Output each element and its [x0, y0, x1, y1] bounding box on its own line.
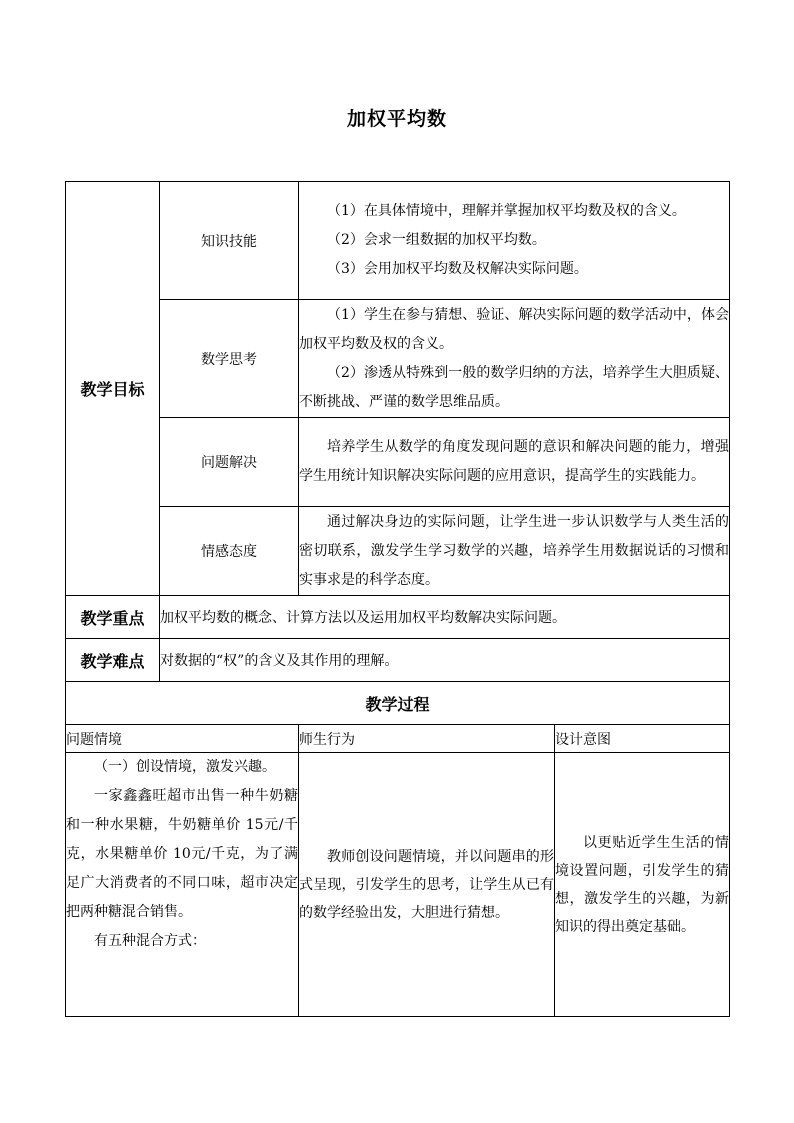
key-point-row	[66, 596, 730, 639]
objective-line: 通过解决身边的实际问题，让学生进一步认识数学与人类生活的密切联系，激发学生学习数学的兴趣，培养学生用数据说话的习惯和实事求是的科学态度。	[299, 513, 730, 588]
process-title-row	[66, 682, 730, 725]
objective-category: 知识技能	[160, 182, 299, 300]
objective-row-attitude	[66, 507, 730, 596]
difficulty-text: 对数据的“权”的含义及其作用的理解。	[160, 639, 730, 682]
objective-category: 问题解决	[160, 418, 299, 507]
key-point-text: 加权平均数的概念、计算方法以及运用加权平均数解决实际问题。	[160, 596, 730, 639]
objective-line: 培养学生从数学的角度发现问题的意识和解决问题的能力，增强学生用统计知识解决实际问题的应用意识，提高学生的实践能力。	[299, 439, 730, 484]
objective-row-problem-solving	[66, 418, 730, 507]
difficulty-label: 教学难点	[66, 639, 160, 682]
scenario-line: （一）创设情境，激发兴趣。	[94, 759, 276, 775]
objective-category: 情感态度	[160, 507, 299, 596]
objective-content	[299, 300, 730, 418]
scenario-line: 有五种混合方式：	[94, 933, 206, 949]
objective-line: （2）渗透从特殊到一般的数学归纳的方法，培养学生大胆质疑、不断挑战、严谨的数学思维品质。	[299, 364, 730, 410]
objective-content	[299, 418, 730, 507]
process-header-row	[66, 725, 730, 753]
objective-category: 数学思考	[160, 300, 299, 418]
intent-text: 以更贴近学生生活的情境设置问题，引发学生的猜想，激发学生的兴趣，为新知识的得出奠定基础。	[555, 834, 730, 935]
key-point-label: 教学重点	[66, 596, 160, 639]
objective-line: （3）会用加权平均数及权解决实际问题。	[327, 261, 588, 277]
objective-content	[299, 507, 730, 596]
scenario-line: 一家鑫鑫旺超市出售一种牛奶糖和一种水果糖，牛奶糖单价 15元/千克，水果糖单价 10元/千克，为了满足广大消费者的不同口味，超市决定把两种糖混合销售。	[66, 788, 298, 920]
scenario-cell	[66, 753, 299, 1017]
objective-line: （1）学生在参与猜想、验证、解决实际问题的数学活动中，体会加权平均数及权的含义。	[299, 306, 730, 352]
intent-cell	[555, 753, 730, 1017]
objective-line: （1）在具体情境中，理解并掌握加权平均数及权的含义。	[327, 203, 686, 219]
behavior-cell	[299, 753, 555, 1017]
process-body-row	[66, 753, 730, 1017]
objective-line: （2）会求一组数据的加权平均数。	[327, 232, 546, 248]
objectives-label: 教学目标	[66, 182, 160, 596]
objective-row-thinking	[66, 300, 730, 418]
objective-row-knowledge	[66, 182, 730, 300]
behavior-text: 教师创设问题情境，并以问题串的形式呈现，引发学生的思考，让学生从已有的数学经验出发，大胆进行猜想。	[299, 848, 554, 921]
header-behavior: 师生行为	[299, 725, 555, 753]
difficulty-row	[66, 639, 730, 682]
header-scenario: 问题情境	[66, 725, 299, 753]
lesson-plan-table	[65, 181, 730, 1017]
page-title: 加权平均数	[346, 108, 447, 130]
objective-content	[299, 182, 730, 300]
process-title: 教学过程	[66, 682, 730, 725]
header-intent: 设计意图	[555, 725, 730, 753]
